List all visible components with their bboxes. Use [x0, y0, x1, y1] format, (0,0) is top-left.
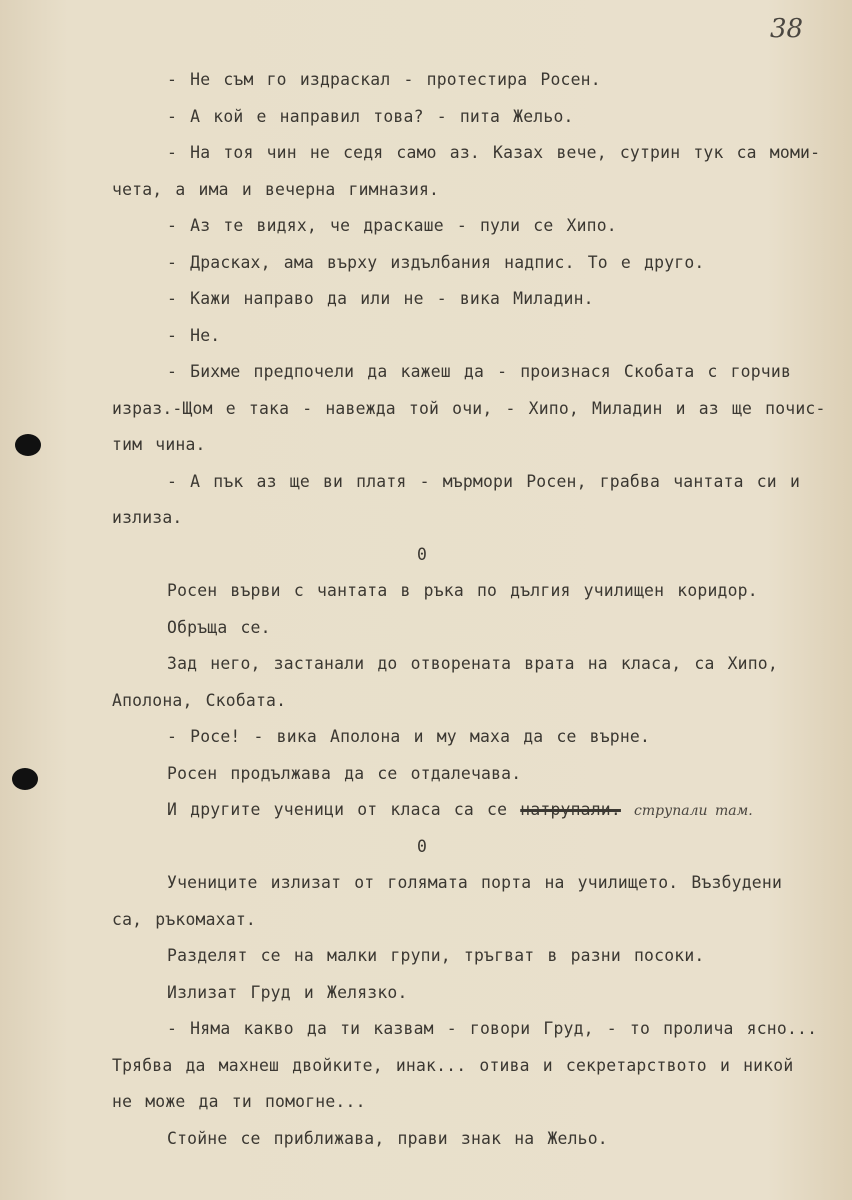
scene-separator: 0: [416, 544, 428, 564]
text-line-with-correction: [112, 792, 842, 829]
text-line: чета, а има и вечерна гимназия.: [112, 179, 440, 199]
text-line: - Кажи направо да или не - вика Миладин.: [167, 289, 594, 308]
text-line: Стойне се приближава, прави знак на Жельо.: [167, 1128, 608, 1148]
text-line: Росен върви с чантата в ръка по дългия училищен коридор.: [167, 581, 758, 600]
struck-word: натрупали.: [520, 800, 621, 819]
text-line: излиза.: [112, 508, 183, 527]
scene-separator: 0: [416, 836, 428, 856]
punch-hole-top: [15, 434, 41, 456]
page-number: 38: [770, 14, 804, 44]
manuscript-text: [112, 62, 842, 1157]
text-line: - А кой е направил това? - пита Жельо.: [167, 106, 574, 126]
text-line: - А пък аз ще ви платя - мърмори Росен, грабва чантата си и: [167, 471, 801, 491]
punch-hole-bottom: [12, 768, 38, 790]
text-line: - Аз те видях, че драскаше - пули се Хипо.: [167, 216, 617, 235]
text-line: Зад него, застанали до отворената врата на класа, са Хипо,: [167, 654, 778, 673]
text-line: - Росе! - вика Аполона и му маха да се върне.: [167, 727, 651, 746]
text-line: Обръща се.: [167, 617, 271, 637]
handwritten-correction: струпали там.: [634, 803, 753, 819]
text-line: не може да ти помогне...: [112, 1092, 366, 1111]
text-line: - Не.: [167, 325, 221, 345]
text-line: тим чина.: [112, 435, 206, 454]
text-line: Разделят се на малки групи, тръгват в разни посоки.: [167, 946, 705, 965]
text-line: Росен продължава да се отдалечава.: [167, 763, 522, 783]
text-line: Трябва да махнеш двойките, инак... отива и секретарството и никой: [112, 1055, 794, 1075]
text-line: Аполона, Скобата.: [112, 690, 287, 710]
text-line: - На тоя чин не седя само аз. Казах вече, сутрин тук са моми-: [167, 143, 821, 162]
text-line: - Драсках, ама върху издълбания надпис. То е друго.: [167, 252, 705, 272]
text-segment: И другите ученици от класа са се: [167, 800, 521, 819]
text-line: - Няма какво да ти казвам - говори Груд, - то пролича ясно...: [167, 1019, 818, 1038]
text-line: израз.-Щом е така - навежда той очи, - Хипо, Миладин и аз ще почис-: [112, 398, 826, 418]
text-line: - Бихме предпочели да кажеш да - произнася Скобата с горчив: [167, 362, 792, 381]
text-line: са, ръкомахат.: [112, 909, 256, 929]
text-line: Излизат Груд и Желязко.: [167, 982, 408, 1002]
text-line: Учениците излизат от голямата порта на училището. Възбудени: [167, 873, 783, 892]
text-line: - Не съм го издраскал - протестира Росен.: [167, 70, 601, 89]
